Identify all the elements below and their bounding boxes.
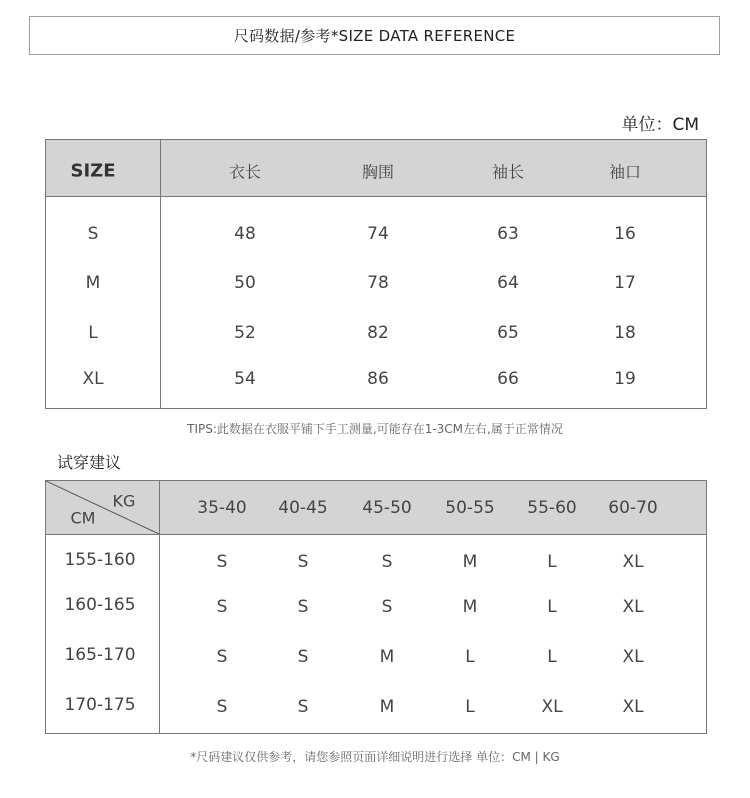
size-value-cell: 78 (367, 273, 389, 293)
size-label-cell: XL (82, 369, 104, 389)
size-value-cell: 63 (497, 224, 519, 244)
recommended-size-cell: M (379, 697, 395, 717)
size-table-header-cell: 衣长 (228, 162, 262, 182)
recommended-size-cell: S (297, 597, 309, 617)
size-value-cell: 17 (614, 273, 636, 293)
recommended-size-cell: L (465, 647, 475, 667)
height-label-cell: 155-160 (64, 550, 136, 570)
recommended-size-cell: S (381, 552, 393, 572)
recommended-size-cell: S (381, 597, 393, 617)
size-value-cell: 19 (614, 369, 636, 389)
recommended-size-cell: S (216, 697, 228, 717)
unit-label: 单位：CM (621, 115, 699, 135)
recommended-size-cell: S (216, 647, 228, 667)
weight-header-cell: 45-50 (362, 498, 412, 518)
size-value-cell: 50 (234, 273, 256, 293)
recommended-size-cell: M (462, 597, 478, 617)
recommended-size-cell: XL (622, 597, 644, 617)
size-label-cell: L (88, 323, 98, 343)
size-table-header-cell: 袖口 (608, 162, 642, 182)
tips-note: TIPS:此数据在衣服平铺下手工测量,可能存在1-3CM左右,属于正常情况 (187, 422, 563, 436)
size-value-cell: 16 (614, 224, 636, 244)
size-value-cell: 82 (367, 323, 389, 343)
recommend-table (45, 480, 707, 734)
size-value-cell: 86 (367, 369, 389, 389)
size-label-cell: M (85, 273, 101, 293)
height-label-cell: 160-165 (64, 595, 136, 615)
size-table-divider (160, 140, 161, 408)
size-value-cell: 54 (234, 369, 256, 389)
height-label-cell: 165-170 (64, 645, 136, 665)
recommended-size-cell: L (547, 552, 557, 572)
corner-cm-label: CM (70, 508, 96, 528)
size-table (45, 139, 707, 409)
weight-header-cell: 60-70 (608, 498, 658, 518)
page-title: 尺码数据/参考*SIZE DATA REFERENCE (29, 16, 720, 55)
size-value-cell: 65 (497, 323, 519, 343)
size-table-header-cell: 胸围 (361, 162, 395, 182)
corner-diagonal (46, 481, 160, 534)
recommended-size-cell: XL (622, 647, 644, 667)
size-table-header-cell: 袖长 (491, 162, 525, 182)
size-table-header-cell: SIZE (70, 160, 116, 182)
size-value-cell: 52 (234, 323, 256, 343)
recommended-size-cell: S (297, 647, 309, 667)
recommended-size-cell: M (462, 552, 478, 572)
corner-kg-label: KG (112, 491, 136, 511)
recommended-size-cell: M (379, 647, 395, 667)
weight-header-cell: 40-45 (278, 498, 328, 518)
size-value-cell: 18 (614, 323, 636, 343)
weight-header-cell: 55-60 (527, 498, 577, 518)
size-value-cell: 48 (234, 224, 256, 244)
size-value-cell: 66 (497, 369, 519, 389)
recommended-size-cell: XL (622, 552, 644, 572)
footnote: *尺码建议仅供参考，请您参照页面详细说明进行选择 单位：CM | KG (190, 750, 560, 764)
size-value-cell: 74 (367, 224, 389, 244)
weight-header-cell: 50-55 (445, 498, 495, 518)
size-value-cell: 64 (497, 273, 519, 293)
recommended-size-cell: L (465, 697, 475, 717)
recommended-size-cell: S (297, 697, 309, 717)
recommend-title: 试穿建议 (57, 453, 122, 472)
height-label-cell: 170-175 (64, 695, 136, 715)
recommended-size-cell: S (216, 597, 228, 617)
recommended-size-cell: S (216, 552, 228, 572)
size-label-cell: S (87, 224, 99, 244)
weight-header-cell: 35-40 (197, 498, 247, 518)
recommended-size-cell: XL (622, 697, 644, 717)
recommended-size-cell: L (547, 647, 557, 667)
recommended-size-cell: L (547, 597, 557, 617)
recommended-size-cell: S (297, 552, 309, 572)
recommended-size-cell: XL (541, 697, 563, 717)
